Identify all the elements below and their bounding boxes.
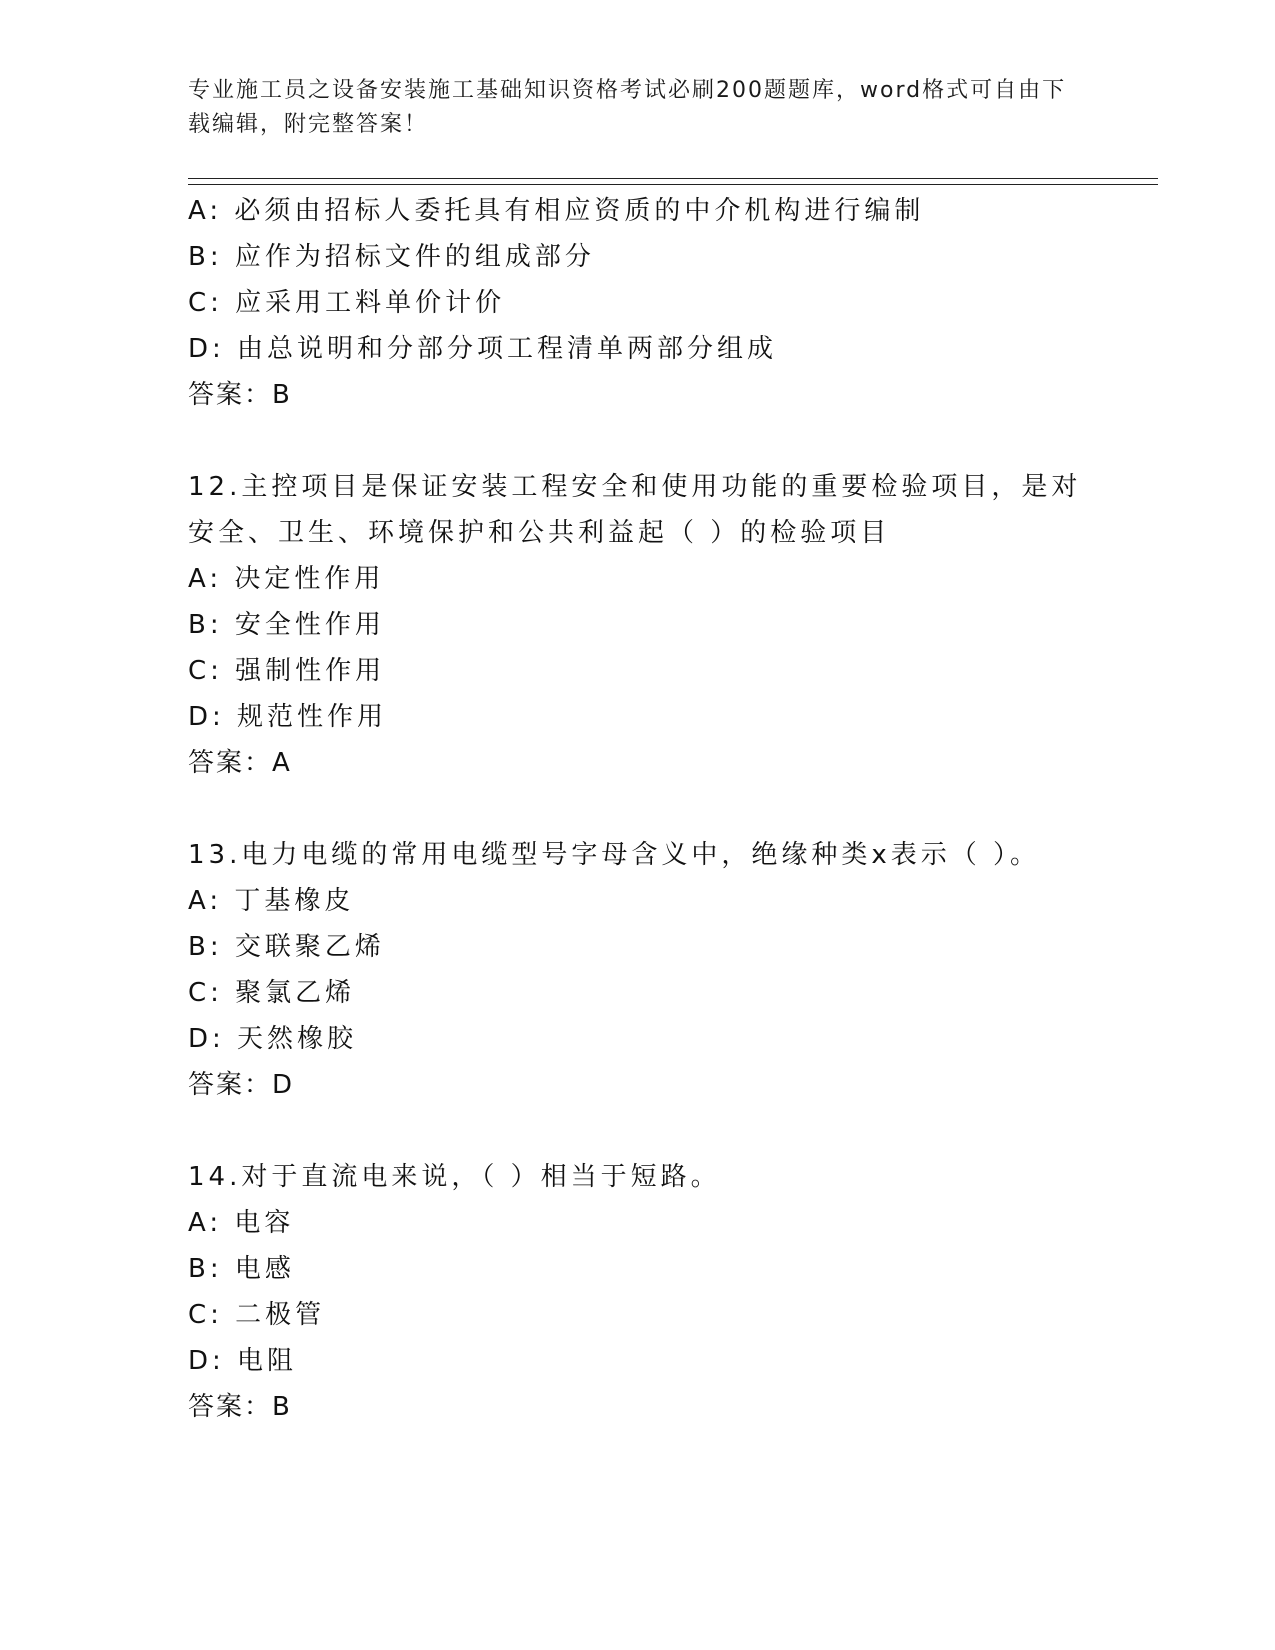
option-a: A: 必须由招标人委托具有相应资质的中介机构进行编制 bbox=[188, 196, 925, 226]
option-a: A: 决定性作用 bbox=[188, 564, 385, 594]
question-stem: 13.电力电缆的常用电缆型号字母含义中，绝缘种类x表示（ ）。 bbox=[188, 840, 1041, 870]
option-c: C: 应采用工料单价计价 bbox=[188, 288, 506, 318]
option-b: B: 交联聚乙烯 bbox=[188, 932, 385, 962]
page-header-title: 专业施工员之设备安装施工基础知识资格考试必刷200题题库，word格式可自由下载编辑，附完整答案！ bbox=[188, 78, 1067, 137]
option-b: B: 应作为招标文件的组成部分 bbox=[188, 242, 595, 272]
option-a: A: 电容 bbox=[188, 1208, 295, 1238]
question-11 bbox=[188, 188, 1148, 418]
option-d: D: 规范性作用 bbox=[188, 702, 388, 732]
option-b: B: 电感 bbox=[188, 1254, 295, 1284]
answer-label: 答案：A bbox=[188, 748, 292, 778]
answer-label: 答案：D bbox=[188, 1070, 295, 1100]
question-stem: 12.主控项目是保证安装工程安全和使用功能的重要检验项目，是对安全、卫生、环境保护和公共利益起（ ）的检验项目 bbox=[188, 472, 1082, 548]
question-13 bbox=[188, 832, 1148, 1108]
header-divider bbox=[188, 178, 1158, 185]
option-d: D: 电阻 bbox=[188, 1346, 298, 1376]
question-list bbox=[188, 188, 1148, 1476]
option-d: D: 天然橡胶 bbox=[188, 1024, 358, 1054]
option-b: B: 安全性作用 bbox=[188, 610, 385, 640]
option-a: A: 丁基橡皮 bbox=[188, 886, 355, 916]
question-stem: 14.对于直流电来说，（ ）相当于短路。 bbox=[188, 1162, 721, 1192]
answer-label: 答案：B bbox=[188, 380, 292, 410]
question-14 bbox=[188, 1154, 1148, 1430]
option-c: C: 强制性作用 bbox=[188, 656, 386, 686]
question-12 bbox=[188, 464, 1148, 786]
option-c: C: 聚氯乙烯 bbox=[188, 978, 356, 1008]
option-d: D: 由总说明和分部分项工程清单两部分组成 bbox=[188, 334, 778, 364]
option-c: C: 二极管 bbox=[188, 1300, 326, 1330]
answer-label: 答案：B bbox=[188, 1392, 292, 1422]
